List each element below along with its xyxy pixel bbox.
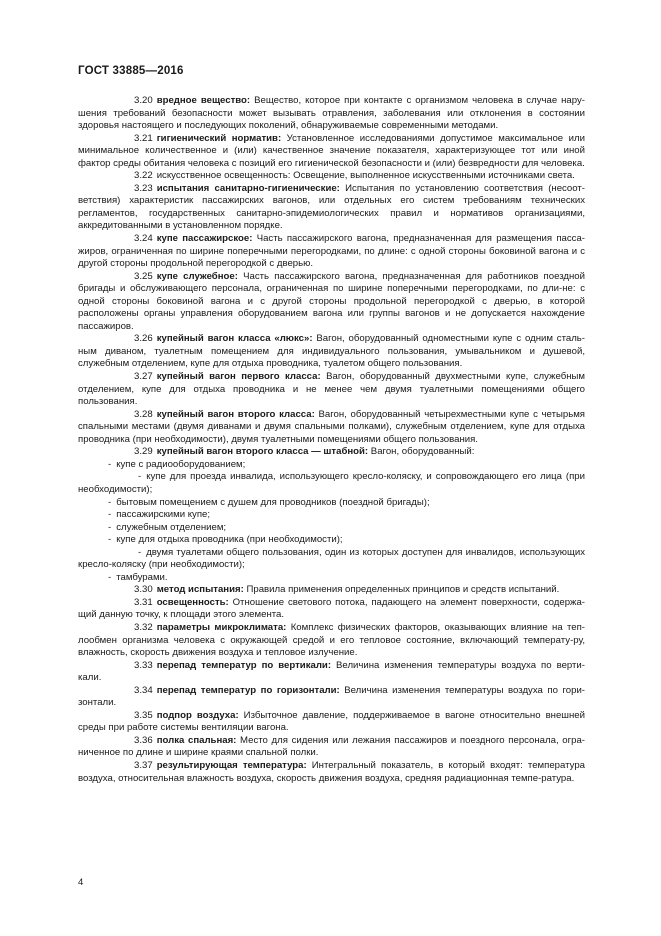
definition-3-34 — [78, 685, 585, 710]
definition-3-30 — [78, 584, 585, 597]
definition-term: результирующая температура: — [156, 759, 307, 771]
list-item — [78, 522, 585, 535]
list-item-text: тамбурами. — [116, 571, 168, 583]
definition-text: Часть пассажирского вагона, предназначенная для размещения пасса-жиров, ограниченная по ширине поперечными перегородками, по длине: с одной стороны боковиной вагона и с другой стороны продольной перегородкой с дверью. — [78, 233, 585, 270]
list-item-text: бытовым помещением с душем для проводников (поездной бригады); — [116, 496, 430, 508]
definition-term: параметры микроклимата: — [156, 621, 287, 633]
definition-term: купейный вагон первого класса: — [156, 371, 321, 383]
definition-3-29 — [78, 446, 585, 459]
definition-text: Вагон, оборудованный четырехместными купе с четырьмя спальными местами (двумя диванами и двумя спальными полками), служебным отделением, купе для отдыха проводника (при необходимости), двумя туалетными помещениями общего пользования. — [78, 408, 585, 445]
definition-number: 3.22 — [134, 170, 153, 182]
list-item — [78, 534, 585, 547]
list-dash: - — [138, 471, 142, 483]
list-dash: - — [108, 496, 112, 508]
definition-3-33 — [78, 660, 585, 685]
definition-3-23 — [78, 183, 585, 233]
definition-term: перепад температур по вертикали: — [156, 659, 332, 671]
list-item-text: купе для отдыха проводника (при необходимости); — [116, 534, 343, 546]
definition-text: Избыточное давление, поддерживаемое в вагоне относительно внешней среды при работе системы вентиляции вагона. — [78, 709, 585, 734]
definition-term: испытания санитарно-гигиенические: — [156, 182, 340, 194]
definition-text: Испытания по установлению соответствия (несоот-ветствия) характеристик пассажирских вагонов, или отдельных его систем требованиям технических регламентов, государственных санитарно-эпидемиологических правил и нормативов организациями, аккредитованными в установленном порядке. — [78, 182, 585, 232]
definition-number: 3.33 — [134, 659, 153, 671]
list-item-text: двумя туалетами общего пользования, один из которых доступен для инвалидов, использующих кресло-коляску (при необходимости); — [78, 546, 585, 571]
list-item — [78, 547, 585, 572]
definition-3-25 — [78, 271, 585, 334]
definition-number: 3.20 — [134, 95, 153, 106]
definition-3-32 — [78, 622, 585, 660]
definition-number: 3.27 — [134, 371, 153, 383]
definition-number: 3.36 — [134, 734, 153, 746]
list-item-text: пассажирскими купе; — [116, 509, 211, 521]
definition-3-21 — [78, 133, 585, 171]
definition-text: Правила применения определенных принципов и средств испытаний. — [243, 584, 560, 596]
definition-number: 3.28 — [134, 408, 153, 420]
definition-3-24 — [78, 233, 585, 271]
list-dash: - — [108, 509, 112, 521]
definition-number: 3.37 — [134, 759, 153, 771]
definitions-list-a — [78, 95, 585, 459]
definition-term: купейный вагон второго класса: — [156, 408, 315, 420]
definition-text: Величина изменения температуры воздуха по верти-кали. — [78, 659, 585, 684]
definition-text: Комплекс физических факторов, оказывающих влияние на теп-лообмен организма человека с окружающей средой и его тепловое состояние, включающий температу-ру, влажность, скорость движения воздуха и тепловое излучение. — [78, 621, 586, 659]
list-dash: - — [108, 458, 112, 470]
definition-term: вредное вещество: — [156, 95, 251, 106]
definition-term: метод испытания: — [156, 584, 244, 596]
list-item — [78, 497, 585, 510]
definition-number: 3.31 — [134, 596, 153, 608]
definition-term: купе служебное: — [156, 270, 238, 282]
definition-number: 3.23 — [134, 182, 153, 194]
definition-text: Место для сидения или лежания пассажиров и поездного персонала, огра-ниченное по длине и ширине краями спальной полки. — [78, 734, 585, 759]
definition-3-36 — [78, 735, 585, 760]
definition-term: освещенность: — [156, 596, 229, 608]
definition-term: гигиенический норматив: — [156, 132, 282, 144]
definition-term: перепад температур по горизонтали: — [156, 684, 340, 696]
definition-text: Часть пассажирского вагона, предназначенная для работников поездной бригады и обслуживающего персонала, ограниченная по ширине поперечными перегородками, по дли-не: с одной стороны боковиной вагона и с другой стороны продольной перегородкой с дверью, в которой расположены органы управления оборудованием вагона или группы вагонов и не допускается нахождение пассажиров. — [78, 270, 585, 332]
definition-number: 3.24 — [134, 233, 153, 245]
list-item — [78, 471, 585, 496]
list-item — [78, 459, 585, 472]
page-number: 4 — [78, 877, 84, 888]
definition-number: 3.25 — [134, 270, 153, 282]
list-item-text: купе с радиооборудованием; — [116, 458, 246, 470]
definition-3-26 — [78, 333, 585, 371]
definition-number: 3.26 — [134, 333, 153, 345]
page-header-standard: ГОСТ 33885—2016 — [78, 65, 184, 77]
definition-text: Величина изменения температуры воздуха по гори-зонтали. — [78, 684, 585, 709]
definitions-body — [78, 95, 585, 785]
definition-text: Вагон, оборудованный: — [368, 446, 475, 458]
definition-text: искусственное освещенность: Освещение, выполненное искусственными источниками света. — [156, 170, 575, 182]
definition-number: 3.30 — [134, 584, 153, 596]
definition-number: 3.34 — [134, 684, 153, 696]
list-item-text: купе для проезда инвалида, использующего кресло-коляску, и сопровождающего его лица (при необходимости); — [78, 471, 585, 495]
definition-3-35 — [78, 710, 585, 735]
definition-text: Интегральный показатель, в который входят: температура воздуха, относительная влажность воздуха, скорость движения воздуха, средняя радиационная темпе-ратура. — [78, 759, 585, 784]
definition-text: Установленное исследованиями допустимое максимальное или минимальное количественное и (или) качественное значение показателя, характеризующее тот или иной фактор среды обитания человека с позиций его гигиенической безопасности и (или) безвредности для человека. — [78, 132, 585, 169]
definition-text: Вагон, оборудованный двухместными купе, служебным отделением, купе для отдыха проводника и не менее чем двумя туалетными помещениями общего пользования. — [78, 371, 585, 408]
definition-3-27 — [78, 371, 585, 409]
list-item-text: служебным отделением; — [116, 521, 227, 533]
definition-3-37 — [78, 760, 585, 785]
definition-term: купе пассажирское: — [156, 233, 253, 245]
definition-3-28 — [78, 409, 585, 447]
definition-number: 3.21 — [134, 132, 153, 144]
list-dash: - — [138, 546, 142, 558]
list-dash: - — [108, 534, 112, 546]
definition-term: полка спальная: — [156, 734, 237, 746]
definition-3-20 — [78, 95, 585, 133]
definition-term: купейный вагон второго класса — штабной: — [156, 446, 369, 458]
definition-number: 3.29 — [134, 446, 153, 458]
definition-text: Вагон, оборудованный одноместными купе с одним сталь-ным диваном, туалетным помещением для индивидуального пользования, умывальником и душевой, служебным отделением, купе для отдыха проводника, туалетом общего пользования. — [78, 333, 585, 370]
definition-number: 3.32 — [134, 621, 153, 633]
list-item — [78, 509, 585, 522]
list-dash: - — [108, 521, 112, 533]
definition-3-22 — [78, 170, 585, 183]
definition-text: Вещество, которое при контакте с организмом человека в случае нару-шения требований безопасности может вызывать отравления, заболевания или отклонения в состоянии здоровья настоящего и последующих поколений, обнаруживаемые современными методами. — [78, 95, 585, 132]
definition-3-31 — [78, 597, 585, 622]
definition-term: купейный вагон класса «люкс»: — [156, 333, 313, 345]
definition-text: Отношение светового потока, падающего на элемент поверхности, содержа-щий данную точку, к площади этого элемента. — [78, 596, 585, 621]
definition-number: 3.35 — [134, 709, 153, 721]
definition-term: подпор воздуха: — [156, 709, 239, 721]
list-item — [78, 572, 585, 585]
equipment-list — [78, 459, 585, 584]
list-dash: - — [108, 571, 112, 583]
definitions-list-b — [78, 584, 585, 785]
